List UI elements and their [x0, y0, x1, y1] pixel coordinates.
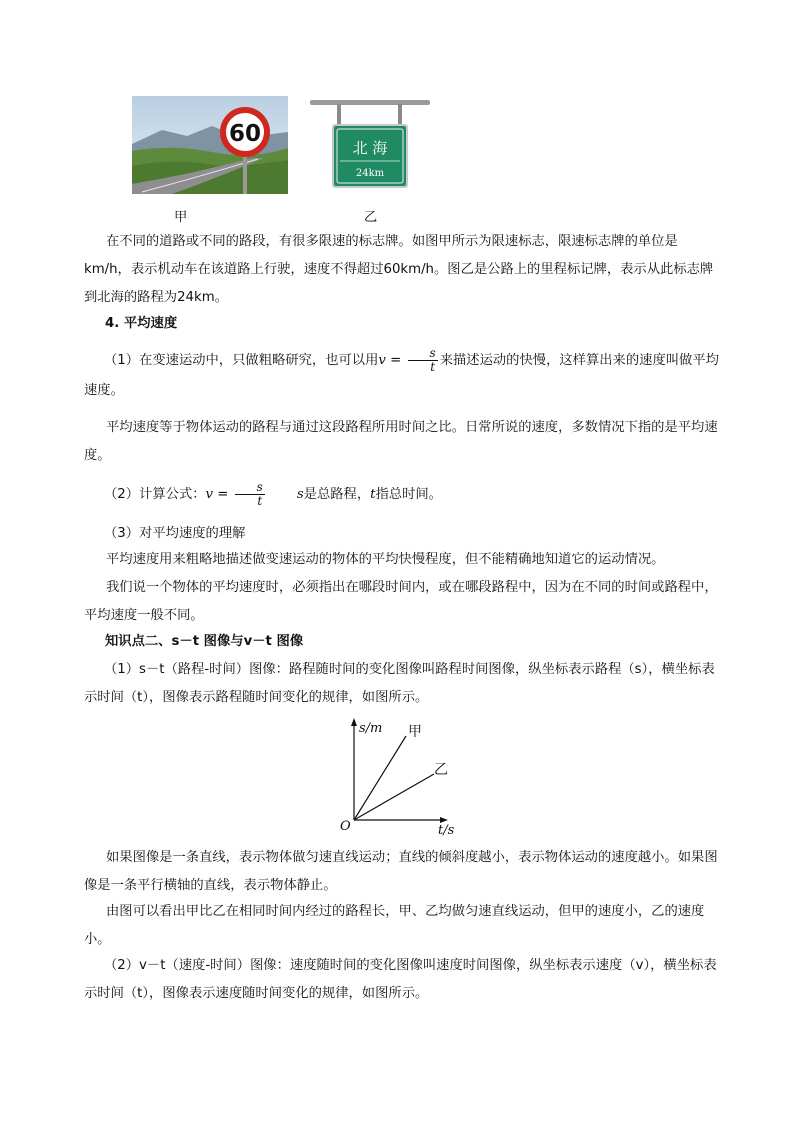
line-jia: [354, 736, 406, 820]
paragraph-formula: （2）计算公式：v = $\frac{s}{t}$ s是总路程，t指总时间。: [104, 479, 442, 508]
speed-limit-illustration: [132, 96, 288, 194]
paragraph-s-t-graph: （1）s－t（路程-时间）图像：路程随时间的变化图像叫路程时间图像，纵坐标表示路程（s），横坐标表示时间（t），图像表示路程随时间变化的规律，如图所示。: [84, 662, 715, 705]
paragraph-v-t-graph: （2）v－t（速度-时间）图像：速度随时间的变化图像叫速度时间图像，纵坐标表示速度（v），横坐标表示时间（t），图像表示速度随时间变化的规律，如图所示。: [84, 958, 717, 1001]
heading-average-speed: 4. 平均速度: [105, 316, 178, 331]
figure-caption-yi: 乙: [364, 210, 378, 225]
s-t-graph: [330, 716, 470, 840]
line-yi: [354, 774, 434, 820]
sign-distance: 24km: [355, 168, 385, 179]
speed-limit-photo: [132, 96, 288, 194]
heading-knowledge-point-2: 知识点二、s－t 图像与v－t 图像: [105, 634, 304, 649]
speed-limit-value: 60: [228, 121, 262, 147]
sign-place: 北 海: [352, 139, 388, 157]
paragraph-avg-speed-definition: 平均速度等于物体运动的路程与通过这段路程所用时间之比。日常所说的速度，多数情况下指的是平均速度。: [84, 420, 718, 463]
paragraph-specify-interval: 我们说一个物体的平均速度时，必须指出在哪段时间内，或在哪段路程中，因为在不同的时间或路程中，平均速度一般不同。: [84, 580, 718, 623]
line-jia-label: 甲: [408, 724, 422, 740]
y-axis-arrow: [351, 718, 357, 726]
origin-label: O: [340, 819, 351, 834]
paragraph-graph-comparison: 由图可以看出甲比乙在相同时间内经过的路程长，甲、乙均做匀速直线运动，但甲的速度小，乙的速度小。: [84, 904, 705, 947]
s-t-graph-svg: [330, 716, 470, 840]
paragraph-speed-signs: 在不同的道路或不同的路段，有很多限速的标志牌。如图甲所示为限速标志，限速标志牌的单位是km/h，表示机动车在该道路上行驶，速度不得超过60km/h。图乙是公路上的里程标记牌，表示从此标志牌到北海的路程为24km。: [84, 234, 714, 305]
fraction-formula: $\frac{s}{t}$: [235, 481, 265, 508]
line-yi-label: 乙: [434, 762, 448, 778]
paragraph-avg-speed-intro: （1）在变速运动中，只做粗略研究，也可以用v = $\frac{s}{t}$ 来描述运动的快慢，这样算出来的速度叫做平均速度。: [84, 345, 719, 398]
x-axis-label: t/s: [438, 823, 455, 838]
mileage-sign-illustration: [310, 98, 430, 193]
paragraph-understanding: （3）对平均速度的理解: [104, 526, 246, 541]
y-axis-label: s/m: [359, 721, 383, 736]
mileage-sign: [310, 98, 430, 193]
fraction-s-over-t: $\frac{s}{t}$: [408, 347, 438, 374]
paragraph-rough-description: 平均速度用来粗略地描述做变速运动的物体的平均快慢程度，但不能精确地知道它的运动情况。: [106, 552, 665, 567]
figure-caption-jia: 甲: [174, 210, 188, 225]
paragraph-straight-line-meaning: 如果图像是一条直线，表示物体做匀速直线运动；直线的倾斜度越小，表示物体运动的速度越小。如果图像是一条平行横轴的直线，表示物体静止。: [84, 850, 718, 893]
